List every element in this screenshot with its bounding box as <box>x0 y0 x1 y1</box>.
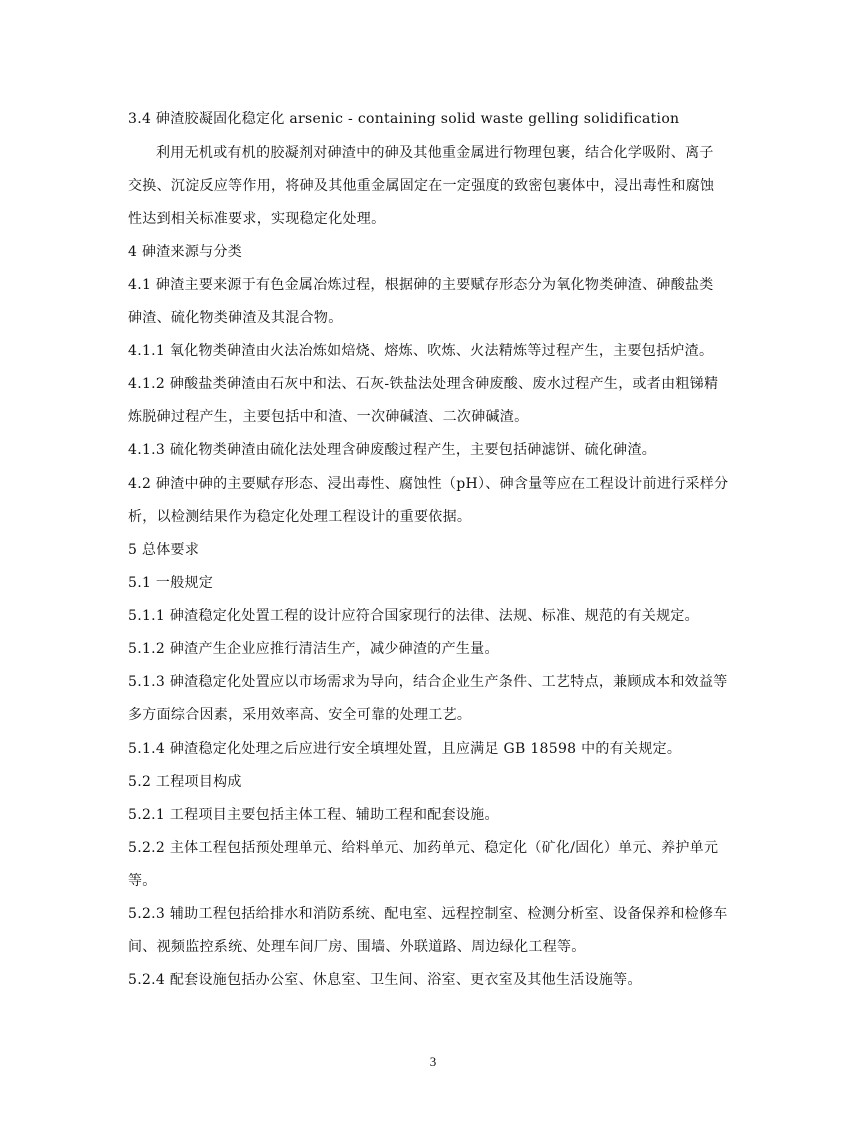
paragraph-line: 利用无机或有机的胶凝剂对砷渣中的砷及其他重金属进行物理包裹，结合化学吸附、离子 <box>156 145 714 161</box>
section-5-1-heading: 5.1 一般规定 <box>128 575 214 591</box>
clause-4-1-2: 4.1.2 砷酸盐类砷渣由石灰中和法、石灰-铁盐法处理含砷废酸、废水过程产生，或者由粗锑精 <box>128 376 719 392</box>
paragraph-line: 等。 <box>128 873 157 889</box>
paragraph-line: 析，以检测结果作为稳定化处理工程设计的重要依据。 <box>128 509 472 525</box>
section-5-2-heading: 5.2 工程项目构成 <box>128 774 242 790</box>
clause-5-2-4: 5.2.4 配套设施包括办公室、休息室、卫生间、浴室、更衣室及其他生活设施等。 <box>128 972 642 988</box>
clause-5-1-1: 5.1.1 砷渣稳定化处置工程的设计应符合国家现行的法律、法规、标准、规范的有关规定。 <box>128 608 699 624</box>
paragraph-line: 间、视频监控系统、处理车间厂房、围墙、外联道路、周边绿化工程等。 <box>128 939 586 955</box>
page-number: 3 <box>429 1054 437 1069</box>
clause-5-2-1: 5.2.1 工程项目主要包括主体工程、辅助工程和配套设施。 <box>128 807 499 823</box>
clause-4-1-3: 4.1.3 硫化物类砷渣由硫化法处理含砷废酸过程产生，主要包括砷滤饼、硫化砷渣。 <box>128 442 657 458</box>
paragraph-line: 多方面综合因素，采用效率高、安全可靠的处理工艺。 <box>128 707 472 723</box>
section-4-heading: 4 砷渣来源与分类 <box>128 244 243 260</box>
paragraph-line: 交换、沉淀反应等作用，将砷及其他重金属固定在一定强度的致密包裹体中，浸出毒性和腐蚀 <box>128 178 715 194</box>
clause-5-2-3: 5.2.3 辅助工程包括给排水和消防系统、配电室、远程控制室、检测分析室、设备保养和检修车 <box>128 906 728 922</box>
clause-5-1-2: 5.1.2 砷渣产生企业应推行清洁生产，减少砷渣的产生量。 <box>128 641 499 657</box>
paragraph-line: 炼脱砷过程产生，主要包括中和渣、一次砷碱渣、二次砷碱渣。 <box>128 409 529 425</box>
clause-5-2-2: 5.2.2 主体工程包括预处理单元、给料单元、加药单元、稳定化（矿化/固化）单元、养护单元 <box>128 840 719 856</box>
clause-4-1-1: 4.1.1 氧化物类砷渣由火法冶炼如焙烧、熔炼、吹炼、火法精炼等过程产生，主要包括炉渣。 <box>128 343 714 359</box>
clause-5-1-4: 5.1.4 砷渣稳定化处理之后应进行安全填埋处置，且应满足 GB 18598 中的有关规定。 <box>128 741 682 757</box>
paragraph-line: 性达到相关标准要求，实现稳定化处理。 <box>128 211 386 227</box>
paragraph-line: 砷渣、硫化物类砷渣及其混合物。 <box>128 310 343 326</box>
clause-4-2: 4.2 砷渣中砷的主要赋存形态、浸出毒性、腐蚀性（pH）、砷含量等应在工程设计前进行采样分 <box>128 476 729 492</box>
section-3-4-heading: 3.4 砷渣胶凝固化稳定化 arsenic - containing solid waste gelling solidification <box>128 111 680 127</box>
clause-4-1: 4.1 砷渣主要来源于有色金属冶炼过程，根据砷的主要赋存形态分为氧化物类砷渣、砷酸盐类 <box>128 277 714 293</box>
section-5-heading: 5 总体要求 <box>128 542 200 558</box>
clause-5-1-3: 5.1.3 砷渣稳定化处置应以市场需求为导向，结合企业生产条件、工艺特点，兼顾成本和效益等 <box>128 674 728 690</box>
